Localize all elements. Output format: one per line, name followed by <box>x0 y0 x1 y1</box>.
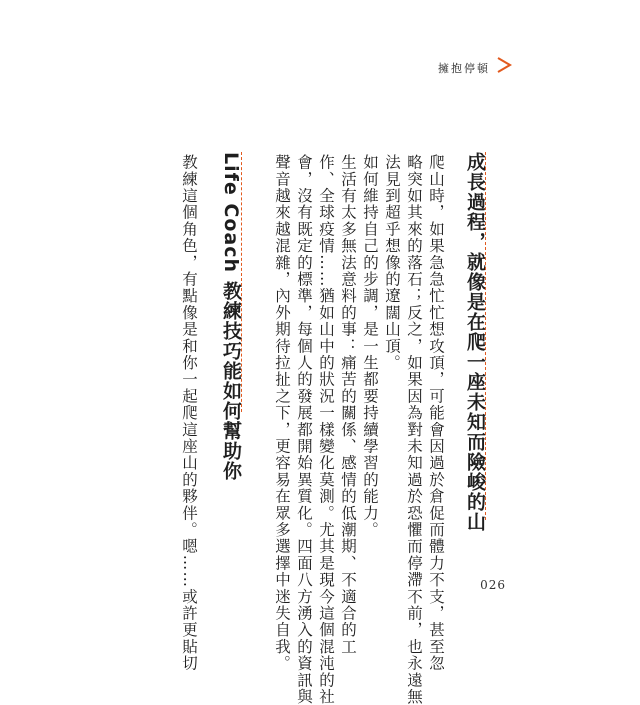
paragraph-line: 爬山時，如果急急忙忙想攻頂，可能會因過於倉促而體力不支，甚至忽 <box>427 154 445 672</box>
section-heading-2-rule <box>241 152 242 412</box>
paragraph-line: 生活有太多無法意料的事：痛苦的關係、感情的低潮期、不適合的工 <box>339 154 357 655</box>
section-heading-1: 成長過程，就像是在爬一座未知而險峻的山 <box>464 152 486 532</box>
paragraph-line: 略突如其來的落石；反之，如果因為對未知過於恐懼而停滯不前，也永遠無 <box>405 154 423 705</box>
play-triangle-icon <box>496 56 512 74</box>
paragraph-line: 作、全球疫情……猶如山中的狀況一樣變化莫測。尤其是現今這個混沌的社 <box>317 154 335 705</box>
section-heading-2: Life Coach 教練技巧能如何幫助你 <box>220 152 242 481</box>
page-number: 026 <box>480 578 506 592</box>
paragraph-line: 教練這個角色，有點像是和你一起爬這座山的夥伴。嗯……或許更貼切 <box>180 154 198 672</box>
running-head-title: 擁抱停頓 <box>438 62 490 75</box>
paragraph-line: 如何維持自己的步調，是一生都要持續學習的能力。 <box>361 154 379 539</box>
section-heading-1-rule <box>485 152 486 520</box>
paragraph-line: 聲音越來越混雜，內外期待拉扯之下，更容易在眾多選擇中迷失自我。 <box>273 154 291 672</box>
paragraph-line: 法見到超乎想像的遼闊山頂。 <box>383 154 401 372</box>
paragraph-line: 會，沒有既定的標準，每個人的發展都開始異質化。四面八方湧入的資訊與 <box>295 154 313 705</box>
